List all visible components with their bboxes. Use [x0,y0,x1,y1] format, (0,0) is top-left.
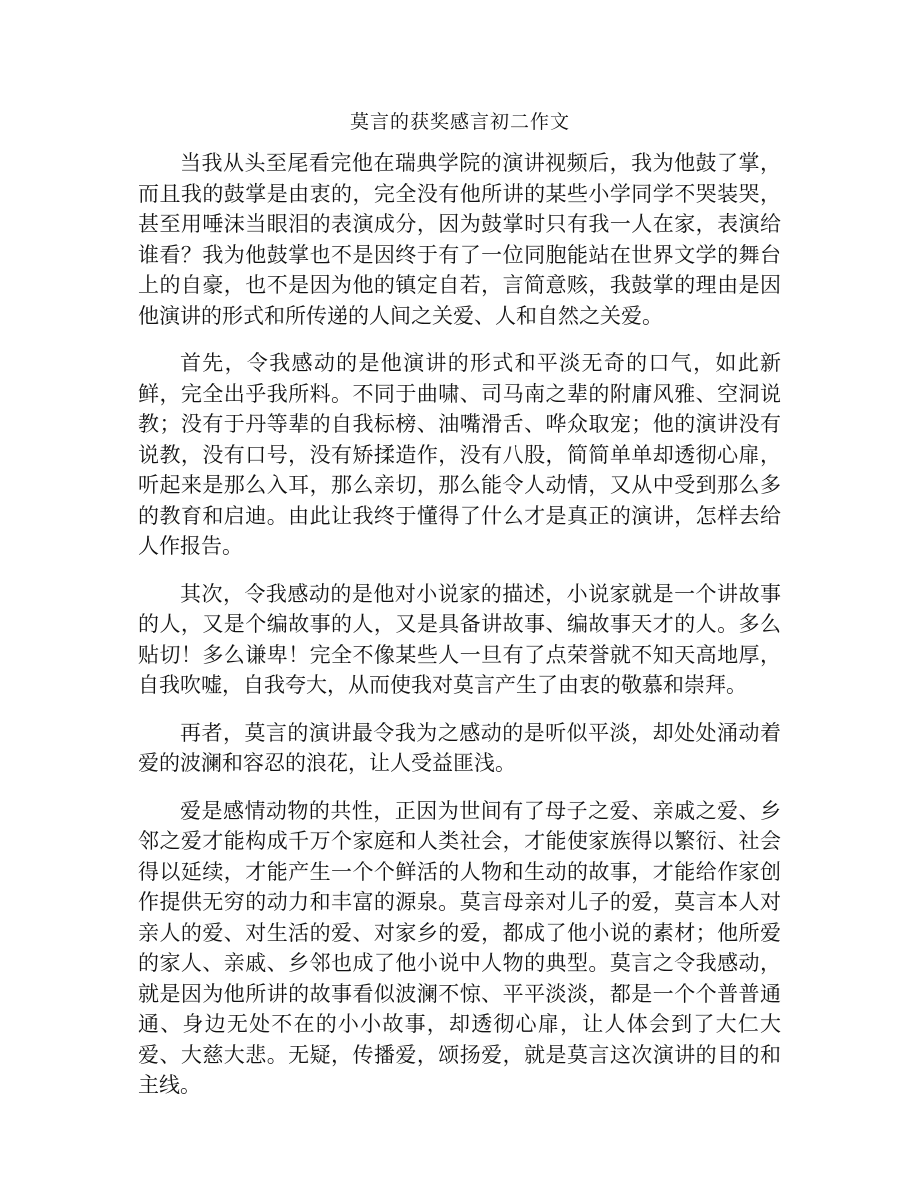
paragraph-1: 当我从头至尾看完他在瑞典学院的演讲视频后，我为他鼓了掌，而且我的鼓掌是由衷的，完全没有他所讲的某些小学同学不哭装哭，甚至用唾沫当眼泪的表演成分，因为鼓掌时只有我一人在家，表演给谁看？我为他鼓掌也不是因终于有了一位同胞能站在世界文学的舞台上的自豪，也不是因为他的镇定自若，言简意赅，我鼓掌的理由是因他演讲的形式和所传递的人间之关爱、人和自然之关爱。 [138,151,781,328]
paragraph-4: 再者，莫言的演讲最令我为之感动的是听似平淡，却处处涌动着爱的波澜和容忍的浪花，让人受益匪浅。 [138,720,781,775]
paragraph-2: 首先，令我感动的是他演讲的形式和平淡无奇的口气，如此新鲜，完全出乎我所料。不同于曲啸、司马南之辈的附庸风雅、空洞说教；没有于丹等辈的自我标榜、油嘴滑舌、哗众取宠；他的演讲没有说教，没有口号，没有矫揉造作，没有八股，简简单单却透彻心扉，听起来是那么入耳，那么亲切，那么能令人动情，又从中受到那么多的教育和启迪。由此让我终于懂得了什么才是真正的演讲，怎样去给人作报告。 [138,351,781,558]
paragraph-3: 其次，令我感动的是他对小说家的描述，小说家就是一个讲故事的人，又是个编故事的人，又是具备讲故事、编故事天才的人。多么贴切！多么谦卑！完全不像某些人一旦有了点荣誉就不知天高地厚，自我吹嘘，自我夸大，从而使我对莫言产生了由衷的敬慕和崇拜。 [138,581,781,697]
document-title: 莫言的获奖感言初二作文 [349,111,570,133]
document-body [138,148,781,1118]
paragraph-5: 爱是感情动物的共性，正因为世间有了母子之爱、亲戚之爱、乡邻之爱才能构成千万个家庭和人类社会，才能使家族得以繁衍、社会得以延续，才能产生一个个鲜活的人物和生动的故事，才能给作家创作提供无穷的动力和丰富的源泉。莫言母亲对儿子的爱，莫言本人对亲人的爱、对生活的爱、对家乡的爱，都成了他小说的素材；他所爱的家人、亲戚、乡邻也成了他小说中人物的典型。莫言之令我感动，就是因为他所讲的故事看似波澜不惊、平平淡淡，都是一个个普普通通、身边无处不在的小小故事，却透彻心扉，让人体会到了大仁大爱、大慈大悲。无疑，传播爱，颂扬爱，就是莫言这次演讲的目的和主线。 [138,798,781,1097]
